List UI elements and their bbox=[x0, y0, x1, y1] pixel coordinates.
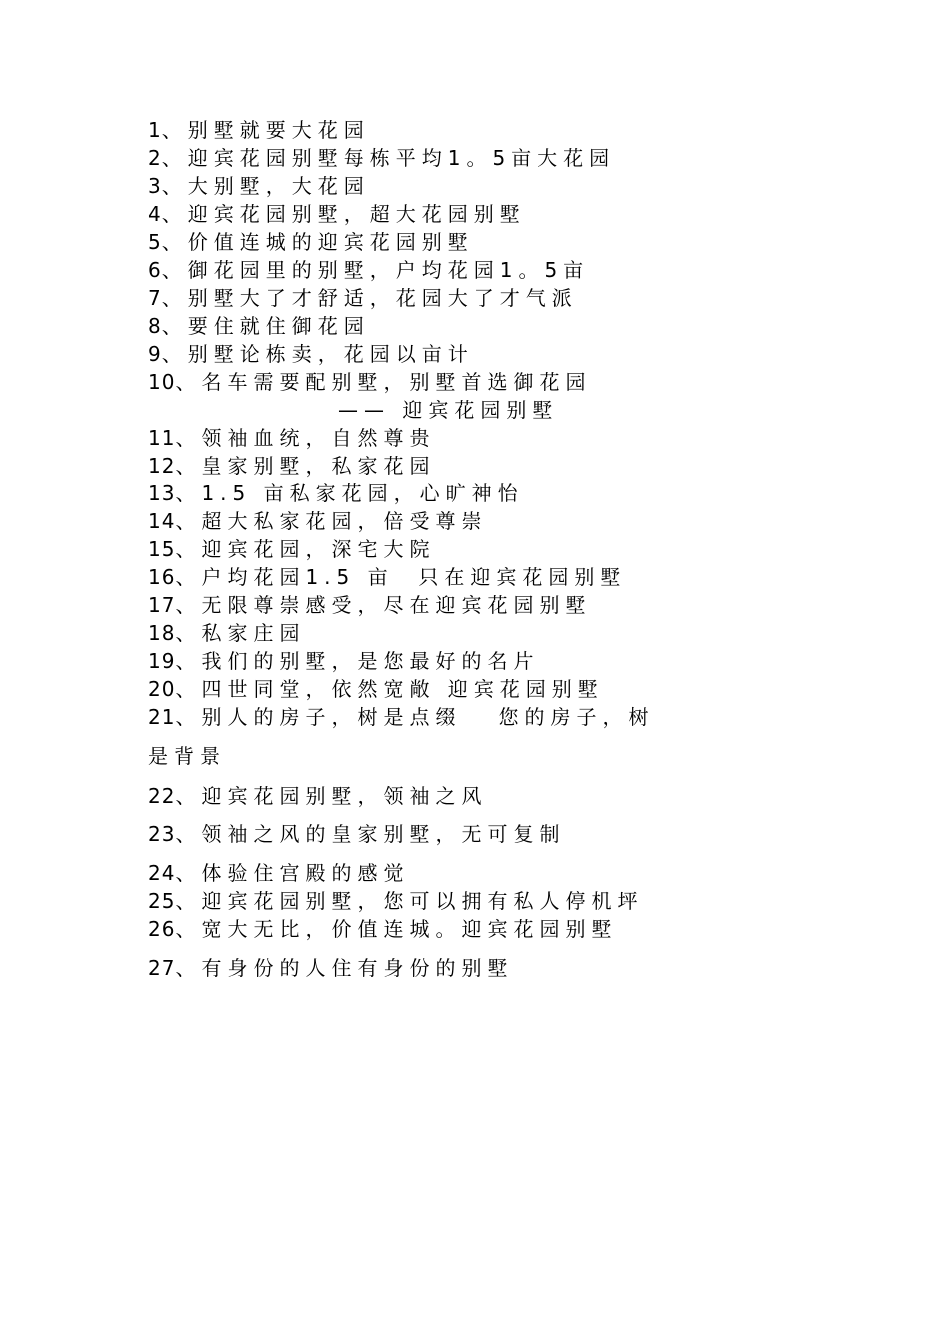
slogan-line-13: 13、1.5 亩私家花园，心旷神怡 bbox=[148, 481, 524, 505]
slogan-line-5: 5、价值连城的迎宾花园别墅 bbox=[148, 230, 474, 254]
slogan-text: 别人的房子，树是点缀 您的房子，树 bbox=[201, 705, 655, 729]
slogan-text: 迎宾花园，深宅大院 bbox=[201, 537, 436, 561]
slogan-line-11: 11、领袖血统，自然尊贵 bbox=[148, 426, 436, 450]
slogan-line-7: 7、别墅大了才舒适，花园大了才气派 bbox=[148, 286, 578, 310]
slogan-line-19: 19、我们的别墅，是您最好的名片 bbox=[148, 649, 540, 673]
slogan-line-12: 12、皇家别墅，私家花园 bbox=[148, 454, 436, 478]
slogan-line-25: 25、迎宾花园别墅，您可以拥有私人停机坪 bbox=[148, 889, 644, 913]
slogan-text: 迎宾花园别墅，领袖之风 bbox=[201, 784, 488, 808]
slogan-line-27: 27、有身份的人住有身份的别墅 bbox=[148, 956, 514, 980]
slogan-line-17: 17、无限尊崇感受，尽在迎宾花园别墅 bbox=[148, 593, 592, 617]
slogan-text: 别墅就要大花园 bbox=[187, 118, 370, 142]
slogan-text: 领袖之风的皇家别墅，无可复制 bbox=[201, 822, 566, 846]
slogan-text: 迎宾花园别墅，超大花园别墅 bbox=[187, 202, 526, 226]
slogan-line-8: 8、要住就住御花园 bbox=[148, 314, 370, 338]
slogan-text: —— 迎宾花园别墅 bbox=[338, 398, 559, 422]
slogan-text: 我们的别墅，是您最好的名片 bbox=[201, 649, 540, 673]
slogan-text: 是背景 bbox=[148, 744, 226, 768]
slogan-text: 迎宾花园别墅每栋平均1。5亩大花园 bbox=[187, 146, 616, 170]
slogan-text: 御花园里的别墅，户均花园1。5亩 bbox=[187, 258, 590, 282]
slogan-text: 领袖血统，自然尊贵 bbox=[201, 426, 436, 450]
slogan-line-3: 3、大别墅，大花园 bbox=[148, 174, 370, 198]
slogan-text: 超大私家花园，倍受尊崇 bbox=[201, 509, 488, 533]
slogan-line-6: 6、御花园里的别墅，户均花园1。5亩 bbox=[148, 258, 590, 282]
slogan-text: 1.5 亩私家花园，心旷神怡 bbox=[201, 481, 524, 505]
slogan-line-15: 15、迎宾花园，深宅大院 bbox=[148, 537, 436, 561]
slogan-line-22: 22、迎宾花园别墅，领袖之风 bbox=[148, 784, 488, 808]
slogan-line-14: 14、超大私家花园，倍受尊崇 bbox=[148, 509, 488, 533]
slogan-text: 名车需要配别墅，别墅首选御花园 bbox=[201, 370, 592, 394]
slogan-line-2: 2、迎宾花园别墅每栋平均1。5亩大花园 bbox=[148, 146, 616, 170]
slogan-line-16: 16、户均花园1.5 亩 只在迎宾花园别墅 bbox=[148, 565, 627, 589]
slogan-line-21-continued bbox=[148, 744, 226, 768]
slogan-line-10: 10、名车需要配别墅，别墅首选御花园 bbox=[148, 370, 592, 394]
slogan-text: 有身份的人住有身份的别墅 bbox=[201, 956, 514, 980]
slogan-text: 迎宾花园别墅，您可以拥有私人停机坪 bbox=[201, 889, 644, 913]
slogan-text: 无限尊崇感受，尽在迎宾花园别墅 bbox=[201, 593, 592, 617]
slogan-line-1: 1、别墅就要大花园 bbox=[148, 118, 370, 142]
slogan-line-9: 9、别墅论栋卖，花园以亩计 bbox=[148, 342, 474, 366]
slogan-line-20: 20、四世同堂，依然宽敞 迎宾花园别墅 bbox=[148, 677, 604, 701]
slogan-text: 要住就住御花园 bbox=[187, 314, 370, 338]
slogan-text: 价值连城的迎宾花园别墅 bbox=[187, 230, 474, 254]
slogan-text: 皇家别墅，私家花园 bbox=[201, 454, 436, 478]
slogan-line-26: 26、宽大无比，价值连城。迎宾花园别墅 bbox=[148, 917, 618, 941]
slogan-text: 大别墅，大花园 bbox=[187, 174, 370, 198]
slogan-line-10-attribution bbox=[338, 398, 558, 422]
slogan-text: 私家庄园 bbox=[201, 621, 306, 645]
slogan-line-23: 23、领袖之风的皇家别墅，无可复制 bbox=[148, 822, 566, 846]
slogan-line-24: 24、体验住宫殿的感觉 bbox=[148, 861, 410, 885]
slogan-line-4: 4、迎宾花园别墅，超大花园别墅 bbox=[148, 202, 526, 226]
slogan-text: 体验住宫殿的感觉 bbox=[201, 861, 410, 885]
slogan-text: 宽大无比，价值连城。迎宾花园别墅 bbox=[201, 917, 618, 941]
slogan-text: 别墅论栋卖，花园以亩计 bbox=[187, 342, 474, 366]
slogan-text: 四世同堂，依然宽敞 迎宾花园别墅 bbox=[201, 677, 604, 701]
slogan-text: 户均花园1.5 亩 只在迎宾花园别墅 bbox=[201, 565, 627, 589]
slogan-line-18: 18、私家庄园 bbox=[148, 621, 306, 645]
slogan-text: 别墅大了才舒适，花园大了才气派 bbox=[187, 286, 578, 310]
slogan-line-21: 21、别人的房子，树是点缀 您的房子，树 bbox=[148, 705, 655, 729]
